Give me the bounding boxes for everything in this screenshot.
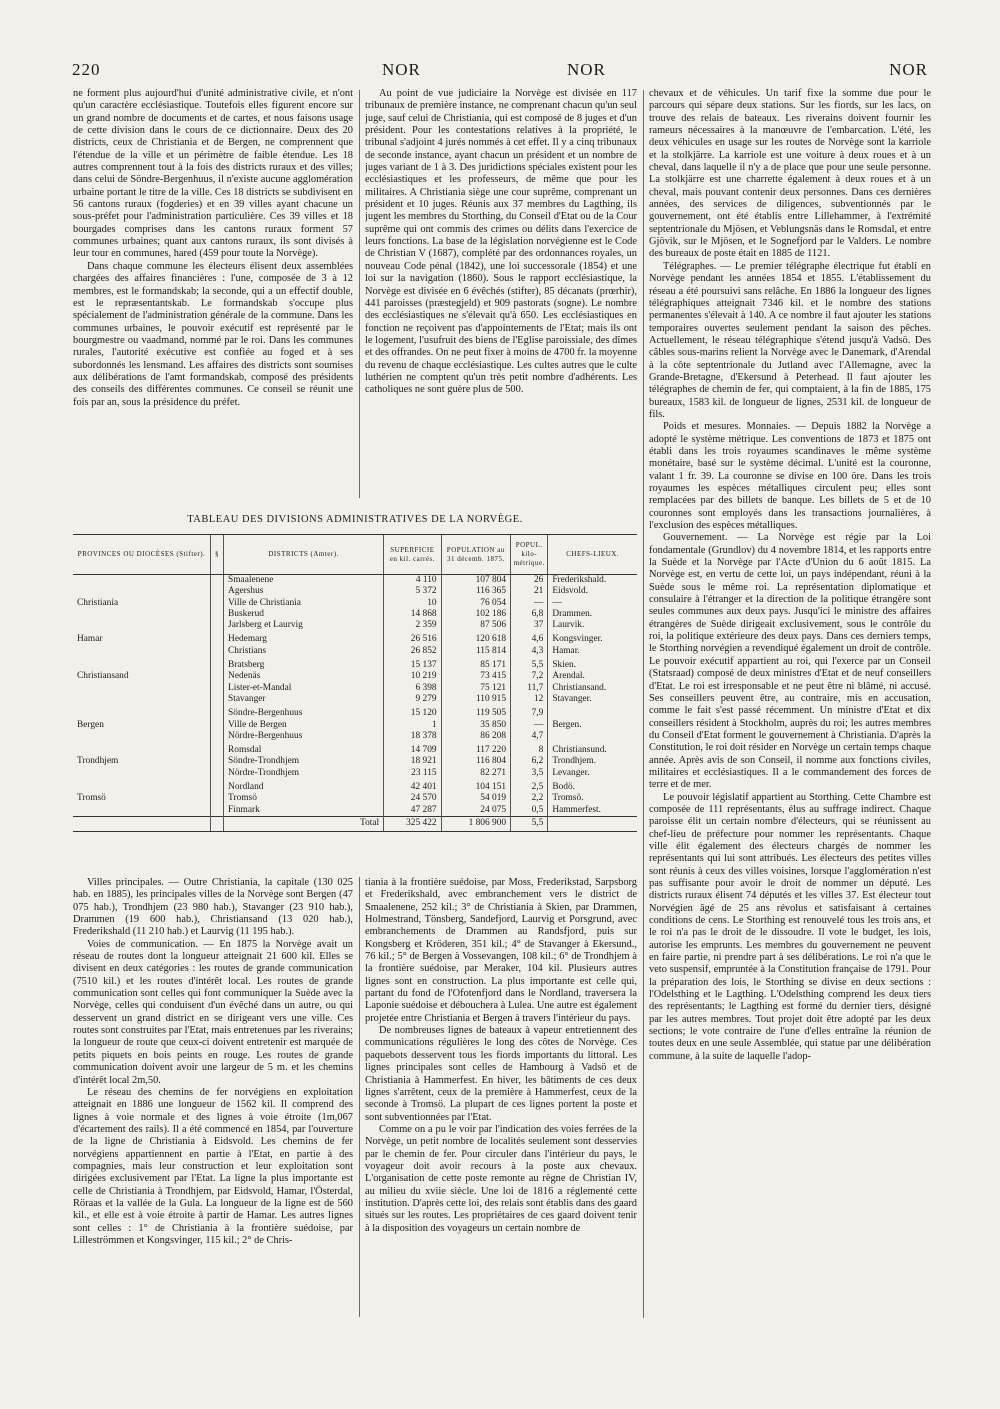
table-row [73,793,637,804]
province-cell [73,779,210,793]
province-cell [73,620,210,631]
province-cell: Trondhjem [77,756,119,767]
column-1-top [73,88,353,494]
population-cell: 119 505 [441,705,510,719]
density-cell: 8 [511,742,548,756]
num-cell [210,705,223,719]
province-cell [73,694,210,705]
paragraph: Au point de vue judiciaire la Norvège est divisée en 117 tribunaux de première instance, ne comprenant chacun qu'un seul juge, sauf celui de Christiania, qui est composé de 8 juges et d'un président. Pour les contestations relatives à la propriété, le tribunal s'adjoint 4 jurés nommés à cet effet. Il y a cinq tribunaux de seconde instance, ayant chacun un président et un nombre de juges variant de 1 à 3. Des juridictions spéciales existent pour les ecclésiastiques et les professeurs, de même que pour les militaires. A Christiania siège une cour suprême, comprenant un président et 10 juges. Réunis aux 37 membres du Lagthing, ils jugent les membres du Storthing, du Conseil d'Etat ou de la Cour suprême qui ont commis des crimes ou délits dans l'exercice de leurs fonctions. La base de la législation norvégienne est le Code de Christian V (1687), complété par des ordonnances royales, un nouveau Code pénal (1842), une loi successorale (1854) et une loi sur la navigation (1860). Sous le rapport ecclésiastique, la Norvège est divisée en 6 évêchés (stifter), 85 décanats (prœrhir), 441 paroisses (præstegjeld) et 909 pastorats (sogne). Le nombre des ecclésiastiques ne s'élevait qu'à 650. Les ecclésiastiques en fonction ne reçoivent pas d'appointements de l'Etat; mais ils ont le logement, l'usufruit des biens de l'Eglise paroissiale, des dîmes et des offrandes. On ne peut fixer à moins de 4700 fr. la moyenne du revenu de chaque ecclésiastique. Les cultes autres que le culte luthérien ne comptent qu'un très petit nombre d'adhérents. Les catholiques ne sont guère plus de 500. [365,88,637,396]
page-number: 220 [72,60,101,79]
chef-lieu-cell: Eidsvold. [548,586,637,597]
density-cell: 26 [511,575,548,587]
col-header-superficie: SUPERFICIE en kil. carrés. [384,535,441,575]
province-cell: Christiansand [77,671,129,682]
superficie-cell: 23 115 [384,768,441,779]
district-cell: Nedenäs [224,671,384,682]
district-cell: Nördre-Bergenhuus [224,731,384,742]
total-label: Total [224,816,384,831]
table-row [73,575,637,587]
density-cell: — [511,720,548,731]
population-cell: 87 506 [441,620,510,631]
total-density: 5,5 [511,816,548,831]
table-total-row [73,816,637,831]
chef-lieu-cell: Christiansund. [548,742,637,756]
province-cell [73,646,210,657]
province-cell: Bergen [77,719,104,730]
chef-lieu-cell: Frederikshald. [548,575,637,587]
table-row [73,631,637,645]
chef-lieu-cell: Hamar. [548,646,637,657]
population-cell: 35 850 [441,720,510,731]
superficie-cell: 15 120 [384,705,441,719]
population-cell: 120 618 [441,631,510,645]
num-cell [210,598,223,609]
paragraph: Poids et mesures. Monnaies. — Depuis 1882 la Norvège a adopté le système métrique. Les conventions de 1873 et 1875 ont établi dans les trois royaumes scandinaves le même système monétaire, basé sur le système décimal. L'unité est la couronne, valant 1 fr. 39. La couronne se divise en 100 öre. Dans les trois royaumes les espèces métalliques circulent peu; elles sont remplacées par des billets de banque. Les billets de 5 et de 10 couronnes sont employés dans les transactions journalières, à l'exclusion des espèces métalliques. [649,421,931,532]
population-cell: 116 365 [441,586,510,597]
density-cell: 6,2 [511,756,548,767]
table-row [73,586,637,597]
col-header-districts: DISTRICTS (Amter). [224,535,384,575]
superficie-cell: 6 398 [384,683,441,694]
superficie-cell: 14 709 [384,742,441,756]
district-cell: Tromsö [224,793,384,804]
table-row [73,671,637,682]
province-cell [73,731,210,742]
chef-lieu-cell: Hammerfest. [548,805,637,817]
superficie-cell: 18 378 [384,731,441,742]
col-header-population: POPULATION au 31 décemb. 1875. [441,535,510,575]
province-cell [73,586,210,597]
chef-lieu-cell: Bergen. [548,720,637,731]
paragraph: Villes principales. — Outre Christiania, la capitale (130 025 hab. en 1885), les principales villes de la Norvège sont Bergen (47 075 hab.), Trondhjem (23 980 hab.), Stavanger (23 910 hab.), Drammen (19 600 hab.), Christiansand (13 020 hab.), Frederikshald (11 210 hab.) et Laurvig (11 195 hab.). [73,877,353,938]
paragraph: Le réseau des chemins de fer norvégiens en exploitation atteignait en 1886 une longueur de 1562 kil. Il comprend des lignes à voie normale et des lignes à voie étroite (1m,067 d'écartement des rails). Il a été commencé en 1854, par l'ouverture de la ligne de Christiania à Eidsvold. Les chemins de fer norvégiens appartiennent en partie à l'Etat, en partie à des compagnies, mais leur construction et leur exploitation sont dirigées exclusivement par l'Etat. La ligne la plus importante est celle de Christiania à Trondhjem, par Eidsvold, Hamar, l'Österdal, Röraas et la vallée de la Gula. La longueur de la ligne est de 560 kil., et elle est à voie étroite à partir de Hamar. Les autres lignes sont celles : 1° de Christiania à la frontière suédoise, par Lilleströmmen et Kongsvinger, 115 kil.; 2° de Chris- [73,1086,353,1246]
superficie-cell: 10 [384,598,441,609]
district-cell: Söndre-Trondhjem [224,756,384,767]
table-row [73,657,637,671]
population-cell: 107 804 [441,575,510,587]
population-cell: 86 208 [441,731,510,742]
density-cell: 0,5 [511,805,548,817]
density-cell: 7,2 [511,671,548,682]
column-rule [359,90,360,498]
page-header [72,60,928,86]
column-2-top [365,88,637,494]
table-row [73,742,637,756]
district-cell: Buskerud [224,609,384,620]
province-cell: Tromsö [77,793,106,804]
province-cell [73,742,210,756]
province-cell: Hamar [77,634,103,645]
paragraph: ne forment plus aujourd'hui d'unité administrative civile, et n'ont qu'un caractère ecclésiastique. Toutefois elles figurent encore sur un grand nombre de documents et de cartes, et nous faisons usage de cette division dans le cours de ce dictionnaire. Deux des 20 districts, ceux de Christiania et de Bergen, ne comprennent que l'étendue de la ville et un périmètre de faible étendue. Les 18 autres comprennent tout à la fois des districts ruraux et des villes; dans celui de Söndre-Bergenhuus, il n'existe aucune agglomération urbaine portant le titre de la ville. Ces 18 districts se subdivisent en 56 cantons ruraux (fogderies) et en 39 villes ayant chacune un sous-préfet pour l'administration particulière. Ces 39 villes et 18 bourgades comprises dans les cantons ruraux forment 57 communes urbaines; quant aux cantons ruraux, ils sont divisés à leur tour en communes, hared (459 pour toute la Norvège). [73,88,353,260]
population-cell: 110 915 [441,694,510,705]
superficie-cell: 4 110 [384,575,441,587]
density-cell: 2,5 [511,779,548,793]
province-cell [73,768,210,779]
superficie-cell: 26 516 [384,631,441,645]
column-rule [359,877,360,1317]
population-cell: 116 804 [441,756,510,767]
administrative-divisions-table [73,534,637,832]
province-cell [73,705,210,719]
num-cell [210,720,223,731]
population-cell: 102 186 [441,609,510,620]
paragraph: Le pouvoir législatif appartient au Storthing. Cette Chambre est composée de 111 représentants, élus au suffrage indirect. Chaque paroisse élit un certain nombre d'électeurs, qui se réunissent au chef-lieu de préfecture pour nommer les représentants. Chaque ville élit également des électeurs chargés de nommer les représentants qui lui sont attribués. Les électeurs des petites villes sont réunis à ceux des villes voisines, lorsque l'agglomération n'est pas suffisante pour avoir le droit de nommer un député. Les districts ruraux élisent 74 députés et les villes 37. Est électeur tout Norvégien âgé de 25 ans révolus et satisfaisant à certaines conditions de cens. Le Storthing est renouvelé tous les trois ans, et le roi n'a pas le droit de le dissoudre. Il vote le budget, les lois, autorise les emprunts. Les membres du gouvernement ne peuvent en faire partie, ni prendre part à ses délibérations. Le roi n'a que le veto suspensif, empruntée à la Constitution française de 1791. Pour la préparation des lois, le Storthing se divise en deux sections : l'Odelsthing et le Lagthing. L'Odelsthing comprend les deux tiers des représentants; le Lagthing est formé du dernier tiers, désigné par les autres membres. Tout projet doit être adopté par les deux sections; le vote contraire de l'une d'elles entraîne la réunion de toutes deux en une seule Assemblée, qui statue par une délibération commune, à la suite de laquelle l'adop- [649,791,931,1062]
table-row [73,609,637,620]
superficie-cell: 15 137 [384,657,441,671]
superficie-cell: 10 219 [384,671,441,682]
district-cell: Hedemarg [224,631,384,645]
district-cell: Christians [224,646,384,657]
table-row [73,694,637,705]
chef-lieu-cell: Bodö. [548,779,637,793]
population-cell: 24 075 [441,805,510,817]
chef-lieu-cell: Levanger. [548,768,637,779]
table-row [73,598,637,609]
province-cell [73,657,210,671]
num-cell [210,768,223,779]
paragraph: tiania à la frontière suédoise, par Moss, Frederikstad, Sarpsborg et Frederikshald, avec embranchement vers le district de Smaalenene, 252 kil.; 3° de Christiania à Skien, par Drammen, Holmestrand, Tönsberg, Sandefjord, Laurvig et Porsgrund, avec embranchements de Drammen au Randsfjord, puis sur Kongsberg et Kröderen, 351 kil.; 4° de Stavanger à Ekersund., 76 kil.; 5° de Bergen à Vossevangen, 108 kil.; 6° de Trondhjem à la frontière suédoise, par Meraker, 104 kil. Plusieurs autres lignes sont en construction. La plus importante est celle qui, partant du fond de l'Ofotenfjord dans le Nordland, traversera la Laponie suédoise et débouchera à Lulea. Une autre est également projetée entre Christiania et Bergen à travers l'intérieur du pays. [365,877,637,1024]
paragraph: Dans chaque commune les électeurs élisent deux assemblées chargées des affaires financières : l'une, composée de 3 à 12 membres, est le formandskab; la seconde, qui a un effectif double, est le repræsentantskab. Le formandskab s'occupe plus spécialement de l'administration générale de la commune. Dans les communes urbaines, le pouvoir exécutif est représenté par le bourgmestre ou vaadmand, nommé par le roi. Dans les communes rurales, l'autorité exécutive est confiée au foged et à ses subordonnés les lensmand. Les affaires des districts sont soumises aux délibérations de l'amt formandskab, composé des présidents des conseils des différentes communes. Ce conseil se réunit une fois par an, sous la présidence du préfet. [73,260,353,408]
chef-lieu-cell: Laurvik. [548,620,637,631]
col-header-chefs-lieux: CHEFS-LIEUX. [548,535,637,575]
chef-lieu-cell: — [548,598,637,609]
superficie-cell: 1 [384,720,441,731]
superficie-cell: 2 359 [384,620,441,631]
population-cell: 54 019 [441,793,510,804]
province-cell [73,609,210,620]
province-cell [73,575,210,587]
num-cell [210,805,223,817]
table-title: TABLEAU DES DIVISIONS ADMINISTRATIVES DE LA NORVÈGE. [187,514,523,525]
density-cell: — [511,598,548,609]
paragraph: Télégraphes. — Le premier télégraphe électrique fut établi en Norvège pendant les années 1854 et 1855. L'établissement du réseau a été poursuivi sans relâche. En 1886 la longueur des lignes télégraphiques atteignait 7346 kil. et le nombre des stations permanentes s'élevait à 140. A ce nombre il faut ajouter les stations temporaires ouvertes seulement pendant la saison des pêches. Actuellement, le réseau télégraphique s'étend jusqu'à Vadsö. Des câbles sous-marins relient la Norvège avec le Danemark, d'Arendal à la côte septentrionale du Jutland avec l'Allemagne, avec la Grande-Bretagne, d'Ekersund à Peterhead. Il faut ajouter les télégraphes de chemin de fer, qui comptaient, à la fin de 1885, 175 bureaux, 1583 kil. de longueur de lignes, 2531 kil. de longueur de fils. [649,260,931,420]
density-cell: 6,8 [511,609,548,620]
density-cell: 37 [511,620,548,631]
total-population: 1 806 900 [441,816,510,831]
num-cell [210,586,223,597]
num-cell [210,793,223,804]
density-cell: 4,6 [511,631,548,645]
density-cell: 7,9 [511,705,548,719]
paragraph: chevaux et de véhicules. Un tarif fixe la somme due pour le parcours qui sépare deux stations. Sur les fiords, sur les lacs, on trouve des relais de bateaux. Les riverains doivent fournir les rameurs nécessaires à la manœuvre de l'embarcation. L'été, les deux véhicules en usage sur les routes de Norvège sont la karriole et la stolkjärre. La karriole est une voiture à deux roues et à un cheval, dans laquelle il n'y a de place que pour une seule personne. La stolkjärre est une charrette également à deux roues et à un cheval, mais pouvant contenir deux personnes. Dans ces dernières années, des services de diligences, subventionnés par le gouvernement, ont été établis entre Lillehammer, à l'extrémité septentrionale du Mjösen, et Veblungsnäs dans le Romsdal, et entre Gjövik, sur le Mjösen, et le Sognefjord par le Valders. Le nombre des bureaux de poste était en 1885 de 1121. [649,88,931,260]
column-1-bottom [73,877,353,1317]
num-cell [210,731,223,742]
chef-lieu-cell: Christiansand. [548,683,637,694]
table-header-row [73,535,637,575]
population-cell: 104 151 [441,779,510,793]
paragraph: Voies de communication. — En 1875 la Norvège avait un réseau de routes dont la longueur atteignait 21 600 kil. Elles se divisent en deux catégories : les routes de grande communication (7510 kil.) et les routes d'intérêt local. Les routes de grande communication sont celles qui font communiquer la Suède avec la Norvège, celles qui conduisent d'un évêché dans un autre, ou qui desservent un grand district en se dirigeant vers une ville. Ces routes sont construites par l'Etat, mais entretenues par les riverains; la longueur de route que ceux-ci doivent entretenir est marquée de petits piquets en bois peints en rouge. Les routes de grande communication doivent avoir une largeur de 5 m. et les chemins d'intérêt local 2m,50. [73,938,353,1086]
density-cell: 2,2 [511,793,548,804]
num-cell [210,671,223,682]
density-cell: 5,5 [511,657,548,671]
num-cell [210,620,223,631]
province-cell: Christiania [77,597,119,608]
district-cell: Bratsberg [224,657,384,671]
num-cell [210,694,223,705]
column-2-bottom [365,877,637,1317]
superficie-cell: 9 279 [384,694,441,705]
total-superficie: 325 422 [384,816,441,831]
table-row [73,731,637,742]
chef-lieu-cell: Kongsvinger. [548,631,637,645]
num-cell [210,742,223,756]
population-cell: 115 814 [441,646,510,657]
chef-lieu-cell: Skien. [548,657,637,671]
blank-cell [548,816,637,831]
population-cell: 75 121 [441,683,510,694]
num-cell [210,646,223,657]
table-row [73,646,637,657]
paragraph: De nombreuses lignes de bateaux à vapeur entretiennent des communications régulières le long des côtes de Norvège. Ces paquebots desservent tous les fiords importants du littoral. Les lignes principales sont celles de Hambourg à Vadsö et de Christiania à Hammerfest. En hiver, les bâtiments de ces deux lignes s'arrêtent, ceux de la première à Hammerfest, ceux de la seconde à Tromsö. La plupart de ces lignes portent la poste et sont subventionnées par l'Etat. [365,1025,637,1123]
district-cell: Ville de Christiania [224,598,384,609]
table-row [73,756,637,767]
blank-cell [210,816,223,831]
district-cell: Söndre-Bergenhuus [224,705,384,719]
col-header-density: POPUL. kilo-métrique. [511,535,548,575]
superficie-cell: 5 372 [384,586,441,597]
density-cell: 3,5 [511,768,548,779]
province-cell [73,805,210,817]
table-row [73,805,637,817]
column-rule [643,90,644,1318]
superficie-cell: 26 852 [384,646,441,657]
chef-lieu-cell: Arendal. [548,671,637,682]
table-row [73,779,637,793]
population-cell: 76 054 [441,598,510,609]
running-head-left: NOR [382,60,421,79]
district-cell: Stavanger [224,694,384,705]
running-head-center: NOR [567,60,606,79]
table-row [73,683,637,694]
table-row [73,768,637,779]
superficie-cell: 24 570 [384,793,441,804]
num-cell [210,683,223,694]
district-cell: Nördre-Trondhjem [224,768,384,779]
table-row [73,705,637,719]
col-header-num: § [210,535,223,575]
density-cell: 12 [511,694,548,705]
num-cell [210,756,223,767]
paragraph: Gouvernement. — La Norvège est régie par la Loi fondamentale (Grundlov) du 4 novembre 1814, et les rapports entre la Suède et la Norvège par l'Acte d'Union du 6 août 1815. La Norvège est, en vertu de cette loi, un pays indépendant, réuni à la Suède sous le même roi. La représentation diplomatique et consulaire à l'étranger et la direction de la politique étrangère sont seules communes aux deux pays. Jusqu'ici le ministre des affaires étrangères de Suède dirigeait exclusivement, sous le contrôle du roi, la politique extérieure des deux pays. Dans ces derniers temps, le Storthing norvégien a revendiqué également un droit de contrôle. Le pouvoir exécutif appartient au roi, qui l'exerce par un Conseil (Statsraad) composé de deux ministres d'Etat et de neuf conseillers d'Etat. Le roi est irresponsable et ne peut être ni blâmé, ni accusé. Ses conseillers peuvent être, au contraire, mis en accusation, comme le fait s'est passé récemment. Un ministre d'Etat et dix conseillers résident à Stockholm, auprès du roi; les autres membres du Conseil d'Etat forment le gouvernement à Christiania. D'après la Constitution, le roi doit résider en Norvège un certain temps chaque année. Après avis de son Conseil, il nomme aux fonctions civiles, militaires et ecclésiastiques. Il a le commandement des forces de terre et de mer. [649,532,931,791]
chef-lieu-cell: Tromsö. [548,793,637,804]
num-cell [210,631,223,645]
chef-lieu-cell [548,731,637,742]
district-cell: Smaalenene [224,575,384,587]
chef-lieu-cell: Drammen. [548,609,637,620]
population-cell: 82 271 [441,768,510,779]
population-cell: 117 220 [441,742,510,756]
superficie-cell: 47 287 [384,805,441,817]
province-cell [73,683,210,694]
population-cell: 73 415 [441,671,510,682]
density-cell: 11,7 [511,683,548,694]
num-cell [210,609,223,620]
district-cell: Ville de Bergen [224,720,384,731]
density-cell: 4,3 [511,646,548,657]
paragraph: Comme on a pu le voir par l'indication des voies ferrées de la Norvège, un petit nombre de localités seulement sont desservies par le chemin de fer. Pour circuler dans l'intérieur du pays, le voyageur doit avoir recours à la poste aux chevaux. L'organisation de cette poste remonte au règne de Christian IV, au milieu du xviie siècle. Une loi de 1816 a réglementé cette institution. D'après cette loi, des relais sont établis dans des gaard situés sur les routes. Les propriétaires de ces gaard doivent tenir à la disposition des voyageurs un certain nombre de [365,1123,637,1234]
district-cell: Nordland [224,779,384,793]
chef-lieu-cell: Stavanger. [548,694,637,705]
district-cell: Agershus [224,586,384,597]
num-cell [210,657,223,671]
num-cell [210,575,223,587]
chef-lieu-cell: Trondhjem. [548,756,637,767]
superficie-cell: 42 401 [384,779,441,793]
chef-lieu-cell [548,705,637,719]
column-3 [649,88,931,1320]
table-row [73,720,637,731]
table-row [73,620,637,631]
num-cell [210,779,223,793]
blank-cell [73,816,210,831]
density-cell: 4,7 [511,731,548,742]
district-cell: Lister-et-Mandal [224,683,384,694]
superficie-cell: 14 868 [384,609,441,620]
district-cell: Finmark [224,805,384,817]
running-head-right: NOR [889,60,928,79]
population-cell: 85 171 [441,657,510,671]
superficie-cell: 18 921 [384,756,441,767]
density-cell: 21 [511,586,548,597]
district-cell: Jarlsberg et Laurvig [224,620,384,631]
col-header-provinces: PROVINCES OU DIOCÈSES (Stifter). [73,535,210,575]
district-cell: Romsdal [224,742,384,756]
